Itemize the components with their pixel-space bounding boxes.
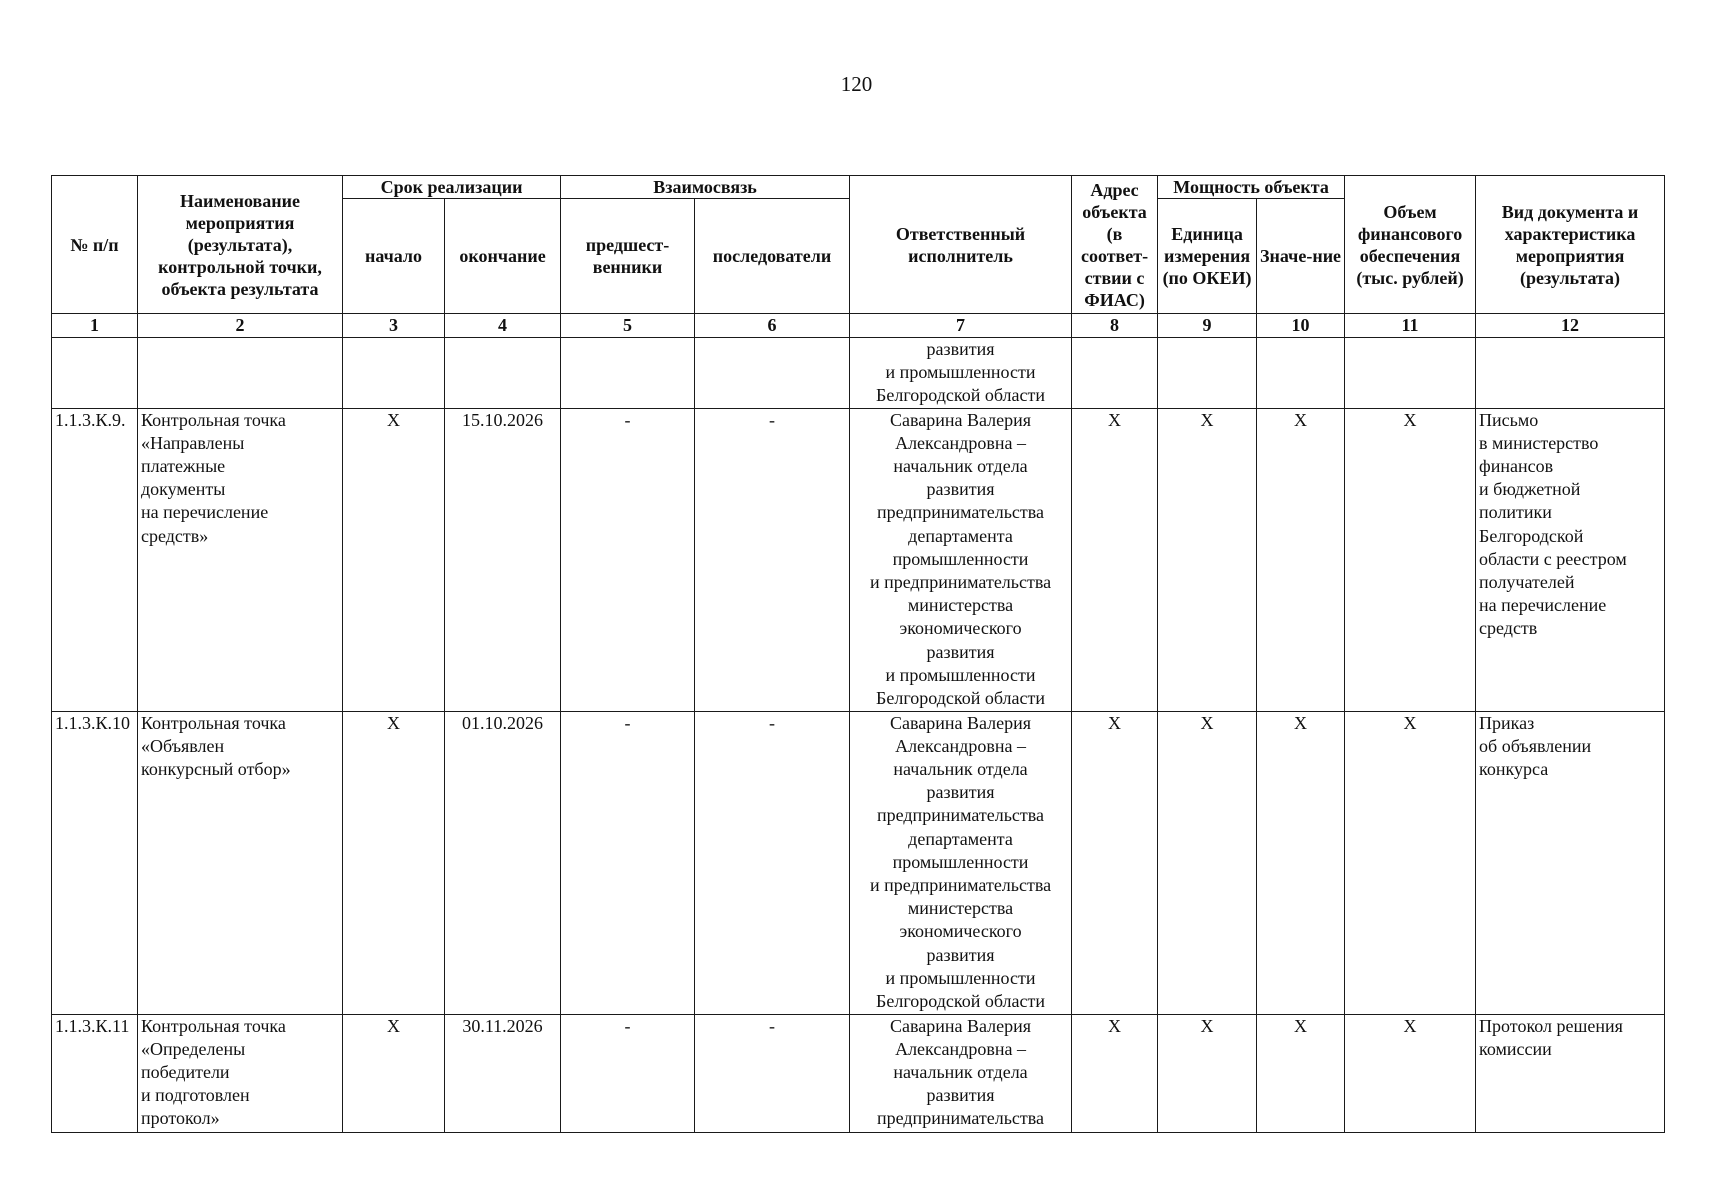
row-document-line: политики [1479,502,1552,523]
row-responsible-line: развития [926,782,995,803]
row-successors: - [695,408,850,711]
plan-table [51,175,1665,1133]
row-name-line: на перечисление [141,502,269,523]
row-document-line: Протокол решения [1479,1015,1623,1036]
row-responsible-line: и предпринимательства [869,875,1052,896]
row-responsible [850,711,1072,1014]
row-document-line: средств [1479,618,1538,639]
row-predecessors: - [561,408,695,711]
row-responsible-line: развития [926,339,995,359]
row-name-line: средств» [141,525,209,546]
header-responsible: Ответственный исполнитель [850,176,1072,314]
page-number: 120 [840,72,873,96]
row-name [138,1014,343,1132]
header-end: окончание [445,199,561,314]
row-document-line: об объявлении [1479,735,1592,756]
row-responsible-line: и промышленности [885,362,1036,383]
row-end: 01.10.2026 [445,711,561,1014]
row-responsible-line: Белгородской области [876,688,1046,709]
row-responsible-line: промышленности [892,548,1029,569]
column-number: 1 [52,314,138,338]
table-row [52,408,1665,711]
row-responsible-line: департамента [908,828,1013,849]
column-number: 6 [695,314,850,338]
row-value: X [1257,408,1345,711]
row-document-line: на перечисление [1479,595,1607,616]
row-name-line: и подготовлен [141,1085,250,1106]
row-start: X [343,408,445,711]
row-unit: X [1158,1014,1257,1132]
row-name-line: «Направлены [141,432,245,453]
column-number: 7 [850,314,1072,338]
row-responsible-line: развития [926,1085,995,1106]
row-start: X [343,711,445,1014]
row-document-line: Письмо [1479,409,1539,430]
row-number: 1.1.3.К.10 [52,711,138,1014]
row-name-line: конкурсный отбор» [141,759,291,780]
row-responsible-line: развития [926,479,995,500]
row-responsible-line: Саварина Валерия [890,712,1032,733]
header-unit: Единица измерения (по ОКЕИ) [1158,199,1257,314]
row-responsible-line: Белгородской области [876,991,1046,1012]
row-address: X [1072,1014,1158,1132]
header-address: Адрес объекта (в соответ-ствии с ФИАС) [1072,176,1158,314]
row-responsible-line: Саварина Валерия [890,409,1032,430]
column-number: 4 [445,314,561,338]
row-responsible-line: промышленности [892,851,1029,872]
column-number: 2 [138,314,343,338]
row-name-line: победители [141,1062,230,1083]
row-name-line: Контрольная точка [141,712,286,733]
column-number: 5 [561,314,695,338]
row-responsible-line: предпринимательства [877,805,1045,826]
header-successors: последователи [695,199,850,314]
row-document [1476,711,1665,1014]
row-document [1476,1014,1665,1132]
row-responsible-line: и промышленности [885,967,1036,988]
row-name-line: протокол» [141,1108,220,1129]
row-document-line: и бюджетной [1479,479,1581,500]
header-term: Срок реализации [343,176,561,199]
row-predecessors: - [561,1014,695,1132]
row-document [1476,338,1665,409]
row-responsible-line: министерства [907,595,1014,616]
row-responsible-line: Саварина Валерия [890,1015,1032,1036]
row-predecessors [561,338,695,409]
row-name-line: Контрольная точка [141,409,286,430]
row-document [1476,408,1665,711]
row-document-line: финансов [1479,456,1554,477]
row-responsible-line: развития [926,944,995,965]
row-document-line: в министерство [1479,432,1599,453]
row-document-line: области с реестром [1479,548,1627,569]
row-document-line: получателей [1479,572,1575,593]
row-start: X [343,1014,445,1132]
column-number-row [52,314,1665,338]
row-name-line: документы [141,479,226,500]
row-responsible [850,338,1072,409]
row-number: 1.1.3.К.11 [52,1014,138,1132]
row-unit [1158,338,1257,409]
row-number [52,338,138,409]
header-finance: Объем финансового обеспечения (тыс. рублей) [1345,176,1476,314]
row-responsible-line: предпринимательства [877,502,1045,523]
row-responsible-line: Белгородской области [876,385,1046,406]
header-value: Значе-ние [1257,199,1345,314]
row-name-line: Контрольная точка [141,1015,286,1036]
header-link: Взаимосвязь [561,176,850,199]
row-finance: X [1345,408,1476,711]
row-end: 15.10.2026 [445,408,561,711]
row-finance [1345,338,1476,409]
row-unit: X [1158,711,1257,1014]
row-unit: X [1158,408,1257,711]
row-responsible-line: департамента [908,525,1013,546]
row-name [138,711,343,1014]
row-name-line: платежные [141,456,226,477]
column-number: 12 [1476,314,1665,338]
column-number: 8 [1072,314,1158,338]
row-responsible-line: и промышленности [885,664,1036,685]
row-address: X [1072,408,1158,711]
row-document-line: Белгородской [1479,525,1584,546]
row-responsible-line: и предпринимательства [869,572,1052,593]
row-responsible-line: Александровна – [895,1038,1026,1059]
row-responsible-line: экономического [899,618,1022,639]
row-responsible-line: начальник отдела [893,1062,1028,1083]
row-document-line: комиссии [1479,1038,1552,1059]
row-number: 1.1.3.К.9. [52,408,138,711]
row-responsible-line: экономического [899,921,1022,942]
header-num: № п/п [52,176,138,314]
row-successors: - [695,1014,850,1132]
header-document: Вид документа и характеристика мероприятия (результата) [1476,176,1665,314]
table-header [52,176,1665,338]
row-responsible-line: министерства [907,898,1014,919]
row-name-line: «Объявлен [141,735,225,756]
row-name-line: «Определены [141,1038,246,1059]
row-document-line: Приказ [1479,712,1535,733]
column-number: 10 [1257,314,1345,338]
header-start: начало [343,199,445,314]
header-predecessors: предшест-венники [561,199,695,314]
row-responsible-line: Александровна – [895,432,1026,453]
row-successors: - [695,711,850,1014]
row-finance: X [1345,1014,1476,1132]
table-body [52,338,1665,1133]
table-row [52,338,1665,409]
row-end [445,338,561,409]
row-document-line: конкурса [1479,759,1549,780]
row-finance: X [1345,711,1476,1014]
row-responsible-line: развития [926,641,995,662]
column-number: 11 [1345,314,1476,338]
row-address [1072,338,1158,409]
row-responsible-line: Александровна – [895,735,1026,756]
row-predecessors: - [561,711,695,1014]
row-name [138,408,343,711]
row-successors [695,338,850,409]
row-address: X [1072,711,1158,1014]
row-responsible [850,408,1072,711]
row-start [343,338,445,409]
row-value [1257,338,1345,409]
row-end: 30.11.2026 [445,1014,561,1132]
column-number: 3 [343,314,445,338]
row-responsible-line: начальник отдела [893,759,1028,780]
row-value: X [1257,711,1345,1014]
row-responsible-line: предпринимательства [877,1108,1045,1129]
header-name: Наименование мероприятия (результата), контрольной точки, объекта результата [138,176,343,314]
column-number: 9 [1158,314,1257,338]
row-responsible-line: начальник отдела [893,456,1028,477]
table-row [52,1014,1665,1132]
row-responsible [850,1014,1072,1132]
table-row [52,711,1665,1014]
header-power: Мощность объекта [1158,176,1345,199]
row-value: X [1257,1014,1345,1132]
row-name [138,338,343,409]
